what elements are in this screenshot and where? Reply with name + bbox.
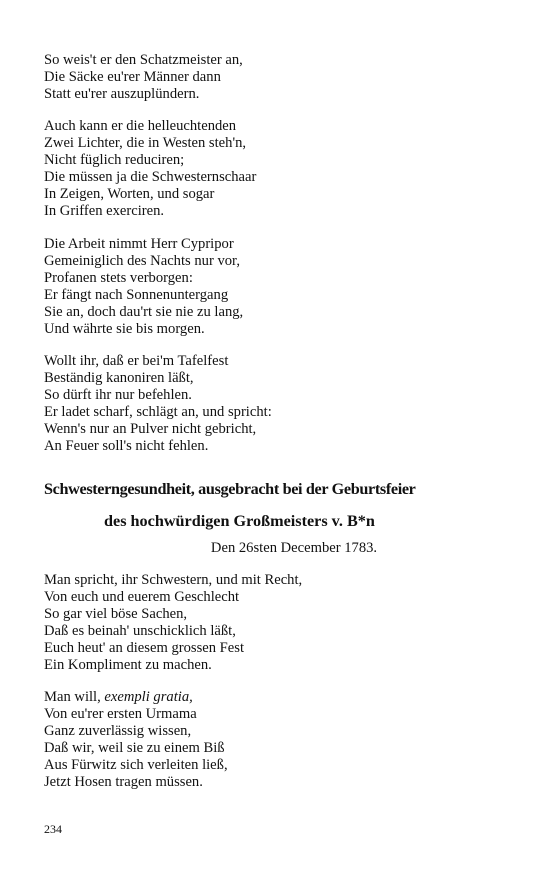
verse-line: Er fängt nach Sonnenuntergang bbox=[44, 287, 229, 303]
verse-line: Er ladet scharf, schlägt an, und spricht: bbox=[44, 404, 272, 420]
verse-line: Wenn's nur an Pulver nicht gebricht, bbox=[44, 421, 257, 437]
verse-line: Man spricht, ihr Schwestern, und mit Recht, bbox=[44, 572, 303, 588]
stanza-2 bbox=[44, 118, 514, 220]
verse-line: Sie an, doch dau'rt sie nie zu lang, bbox=[44, 304, 244, 320]
verse-line: Profanen stets verborgen: bbox=[44, 270, 193, 286]
verse-line: Jetzt Hosen tragen müssen. bbox=[44, 774, 203, 790]
stanza-5 bbox=[44, 572, 514, 674]
verse-line: Wollt ihr, daß er bei'm Tafelfest bbox=[44, 353, 229, 369]
verse-line: Von euch und euerem Geschlecht bbox=[44, 589, 240, 605]
poem-title-line-1: Schwesterngesundheit, ausgebracht bei der Geburtsfeier bbox=[44, 480, 416, 498]
verse-line: In Griffen exerciren. bbox=[44, 203, 165, 219]
verse-line: Ein Kompliment zu machen. bbox=[44, 657, 212, 673]
verse-line: Und währte sie bis morgen. bbox=[44, 321, 205, 337]
latin-phrase: exempli gratia, bbox=[104, 689, 193, 705]
verse-line: So dürft ihr nur befehlen. bbox=[44, 387, 192, 403]
stanza-1 bbox=[44, 52, 514, 103]
verse-line: Die müssen ja die Schwesternschaar bbox=[44, 169, 257, 185]
verse-line: Gemeiniglich des Nachts nur vor, bbox=[44, 253, 240, 269]
verse-line: Nicht füglich reduciren; bbox=[44, 152, 185, 168]
stanza-4 bbox=[44, 353, 514, 455]
verse-line: Zwei Lichter, die in Westen steh'n, bbox=[44, 135, 247, 151]
stanza-6 bbox=[44, 689, 514, 791]
verse-line: Auch kann er die helleuchtenden bbox=[44, 118, 237, 134]
verse-line: Beständig kanoniren läßt, bbox=[44, 370, 194, 386]
verse-line: Aus Fürwitz sich verleiten ließ, bbox=[44, 757, 228, 773]
verse-line: Von eu'rer ersten Urmama bbox=[44, 706, 197, 722]
poem-title-line-2: des hochwürdigen Großmeisters v. B*n bbox=[104, 512, 375, 530]
verse-line bbox=[44, 689, 514, 706]
verse-text: Man will, bbox=[44, 689, 105, 705]
verse-line: In Zeigen, Worten, und sogar bbox=[44, 186, 215, 202]
verse-line: Daß es beinah' unschicklich läßt, bbox=[44, 623, 236, 639]
verse-line: Die Säcke eu'rer Männer dann bbox=[44, 69, 221, 85]
page-number: 234 bbox=[44, 822, 62, 836]
verse-line: Daß wir, weil sie zu einem Biß bbox=[44, 740, 225, 756]
stanza-3 bbox=[44, 236, 514, 338]
verse-line: So gar viel böse Sachen, bbox=[44, 606, 188, 622]
verse-line: Die Arbeit nimmt Herr Cypripor bbox=[44, 236, 234, 252]
verse-line: Ganz zuverlässig wissen, bbox=[44, 723, 192, 739]
verse-line: An Feuer soll's nicht fehlen. bbox=[44, 438, 209, 454]
poem-date: Den 26sten December 1783. bbox=[210, 540, 378, 556]
verse-line: So weis't er den Schatzmeister an, bbox=[44, 52, 243, 68]
verse-line: Statt eu'rer auszuplündern. bbox=[44, 86, 200, 102]
verse-line: Euch heut' an diesem grossen Fest bbox=[44, 640, 245, 656]
